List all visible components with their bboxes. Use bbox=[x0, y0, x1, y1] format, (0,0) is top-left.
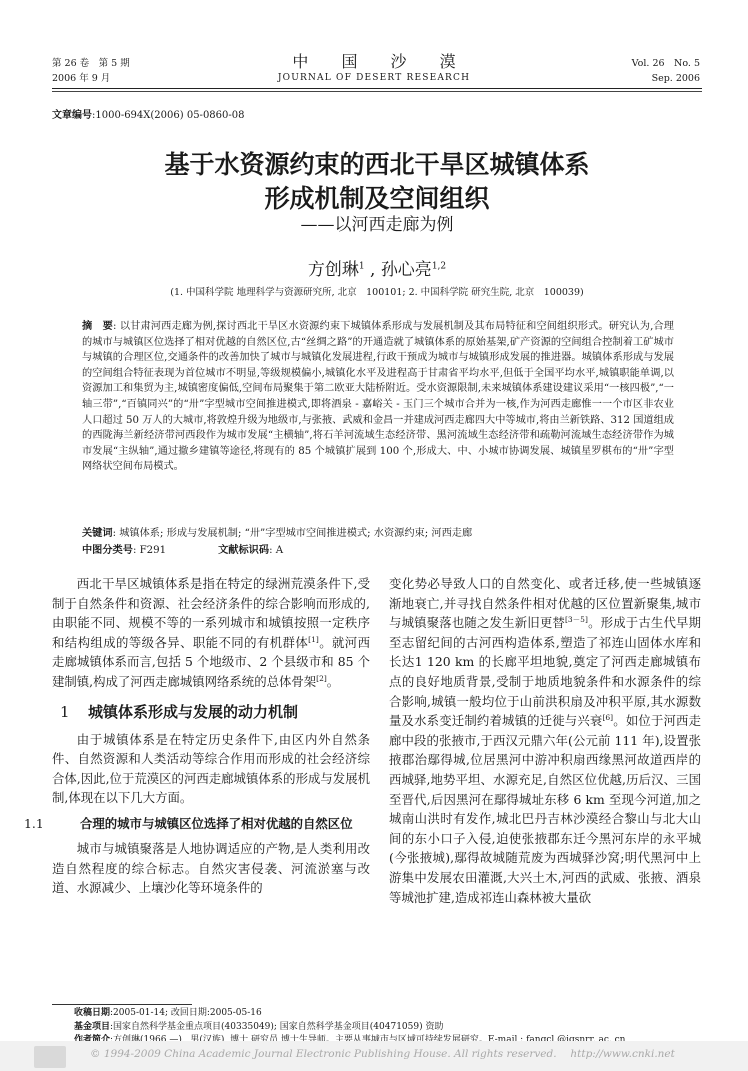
citation: [1] bbox=[308, 634, 319, 644]
date-en: Sep. 2006 bbox=[651, 73, 700, 84]
journal-name-en: JOURNAL OF DESERT RESEARCH bbox=[277, 73, 471, 83]
citation: [2] bbox=[316, 673, 327, 683]
authors bbox=[52, 258, 702, 282]
article-number-value: :1000-694X(2006) 05-0860-08 bbox=[92, 110, 245, 121]
section-heading-1 bbox=[52, 701, 370, 723]
publication-date: 2006 年 9 月 bbox=[52, 73, 111, 84]
subtitle: ——以河西走廊为例 bbox=[300, 215, 454, 235]
affiliation: (1. 中国科学院 地理科学与资源研究所, 北京 100101; 2. 中国科学院 研究生院, 北京 100039) bbox=[170, 287, 584, 298]
copyright-text: © 1994-2009 China Academic Journal Electronic Publishing House. All rights reserved. http://www.cnki.net bbox=[90, 1048, 675, 1060]
citation: [3－5] bbox=[564, 615, 588, 625]
section-number: 1 bbox=[60, 702, 70, 721]
keywords bbox=[82, 526, 674, 542]
journal-volume-issue bbox=[52, 56, 130, 86]
paragraph-1-1: 城市与城镇聚落是人地协调适应的产物,是人类利用改造自然程度的综合标志。自然灾害侵袭、河流淤塞与改道、水源减少、上壤沙化等环境条件的 bbox=[52, 840, 370, 896]
author-2-affil: 1,2 bbox=[431, 261, 447, 272]
keywords-label: 关键词 bbox=[82, 527, 113, 539]
paragraph-continued: 变化势必导致人口的自然变化、或者迁移,使一些城镇逐渐地衰亡,并寻找自然条件相对优越的区位置新聚集,城市与城镇聚落也随之发生新旧更替[3－5]。形成于古生代早期至志留纪间的古河西构造体系,塑造了祁连山固体水库和长达1 120 km 的长廊平坦地貌,奠定了河西走廊城镇布点的良好地质背景,受制于地质地貌条件和水源条件的综合影响,城镇一般均位于山前洪积扇及冲积平原,其水源数量及水系变迁制约着城镇的迁徙与兴衰[6]。如位于河西走廊中段的张掖市,于西汉元鼎六年(公元前 111 年),设置张掖郡治鄢得城,位居黑河中游冲积扇西缘黑河故道西岸的西城驿,地势平坦、水源充足,自然区位优越,历后汉、三国至晋代,后因黑河在鄢得城址东移 6 km 至现今河道,加之城南山洪时有发作,城北巴丹吉林沙漠经合黎山与北大山间的东小口子入侵,迫使张掖郡东迁今黑河东岸的永平城(今张掖城),鄢得故城随荒废为西城驿沙窝;明代黑河中上游集中发展农田灌溉,大兴土木,河西的武威、张掖、酒泉等城池扩建,造成祁连山森林被大量砍 bbox=[389, 576, 702, 905]
title-line-2: 形成机制及空间组织 bbox=[264, 184, 490, 213]
header-rule bbox=[52, 88, 702, 89]
subsection-title: 合理的城市与城镇区位选择了相对优越的自然区位 bbox=[80, 815, 353, 831]
abstract-text: : 以甘肃河西走廊为例,探讨西北干旱区水资源约束下城镇体系形成与发展机制及其布局特征和空间组织形式。研究认为,合理的城市与城镇区位选择了相对优越的自然区位,古“丝绸之路”的开通造就了城镇体系的原始基架,矿产资源的空间组合控制着工矿城市与城镇的合理区位,交通条件的改善加快了城市与城镇化发展进程,行政干预成为城市与城镇形成发展的推进器。城镇体系形成与发展的空间组合特征表现为首位城市不明显,等级规模偏小,城镇化水平及进程高于甘肃省平均水平,但低于全国平均水平,城镇职能单调,以资源加工和集贸为主,城镇密度偏低,空间布局聚集于第二欧亚大陆桥附近。受水资源限制,未来城镇体系建设建议采用“一核四极”,“一轴三带”,“百镇同兴”的“卅”字型城市空间推进模式,即将酒泉 - 嘉峪关 - 玉门三个城市合并为一核,作为河西走廊惟一一个市区非农业人口超过 50 万人的大城市,将敦煌升级为地级市,与张掖、武威和金昌一并建成河西走廊四大中等城市,将由兰新铁路、312 国道组成的西陇海兰新经济带河西段作为城市发展“主横轴”,将石羊河流域生态经济带、黑河流域生态经济带和疏勒河流域生态经济带作为城市发展“主纵轴”,通过撤乡建镇等途径,将现有的 85 个城镇扩展到 100 个,形成大、中、小城市协调发展、城镇星罗棋布的“卅”字型网络状空间布局模式。 bbox=[82, 321, 674, 473]
article-number-label: 文章编号 bbox=[52, 110, 92, 121]
body-column-right bbox=[389, 574, 701, 907]
header-rule-thin bbox=[52, 91, 702, 92]
abstract-label: 摘 要 bbox=[82, 320, 113, 332]
footnote-received: 收稿日期:2005-01-14; 改回日期:2005-05-16 bbox=[74, 1008, 262, 1018]
body-column-left bbox=[24, 574, 371, 898]
author-1-affil: 1 bbox=[358, 261, 365, 272]
keywords-text: : 城镇体系; 形成与发展机制; “卅”字型城市空间推进模式; 水资源约束; 河西走廊 bbox=[112, 528, 473, 539]
abstract bbox=[82, 319, 674, 475]
paragraph-section-1: 由于城镇体系是在特定历史条件下,由区内外自然条件、自然资源和人类活动等综合作用而形成的社会经济综合体,因此,位于荒漠区的河西走廊城镇体系的形成与发展机制,体现在以下几大方面。 bbox=[52, 731, 370, 806]
journal-name-cn: 中 国 沙 漠 bbox=[292, 52, 470, 71]
journal-masthead bbox=[240, 52, 508, 85]
volume-issue: 第 26 卷 第 5 期 bbox=[52, 58, 130, 69]
doc-code-value: : A bbox=[269, 545, 284, 556]
section-title: 城镇体系形成与发展的动力机制 bbox=[88, 702, 299, 721]
author-2: 孙心亮 bbox=[380, 260, 432, 280]
footnote-rule bbox=[52, 1004, 192, 1005]
footnote-fund: 基金项目:国家自然科学基金重点项目(40335049); 国家自然科学基金项目(40471059) 资助 bbox=[74, 1021, 444, 1032]
clc-label: 中图分类号 bbox=[82, 544, 133, 556]
vol-no-en: Vol. 26 No. 5 bbox=[631, 58, 700, 69]
title-line-1: 基于水资源约束的西北干旱区城镇体系 bbox=[164, 150, 590, 179]
cnki-logo-icon bbox=[34, 1046, 66, 1068]
doc-code-label: 文献标识码 bbox=[218, 544, 270, 556]
classification bbox=[82, 543, 674, 559]
citation: [6] bbox=[602, 713, 614, 723]
paragraph-intro: 西北干旱区城镇体系是指在特定的绿洲荒漠条件下,受制于自然条件和资源、社会经济条件的综合影响而形成的,由职能不同、规模不等的一系列城市和城镇按照一定秩序和结构组成的等级各异、职能不同的有机群体[1]。就河西走廊城镇体系而言,包括 5 个地级市、2 个县级市和 85 个建制镇,构成了河西走廊城镇网络系统的总体骨架[2]。 bbox=[52, 576, 371, 689]
author-1: 方创琳 bbox=[307, 260, 359, 280]
subsection-number: 1.1 bbox=[24, 815, 44, 831]
subsection-heading-1-1 bbox=[24, 814, 370, 833]
clc-value: : F291 bbox=[132, 545, 167, 556]
journal-vol-en bbox=[632, 56, 700, 86]
article-number bbox=[52, 106, 245, 121]
author-separator: , bbox=[364, 260, 381, 280]
